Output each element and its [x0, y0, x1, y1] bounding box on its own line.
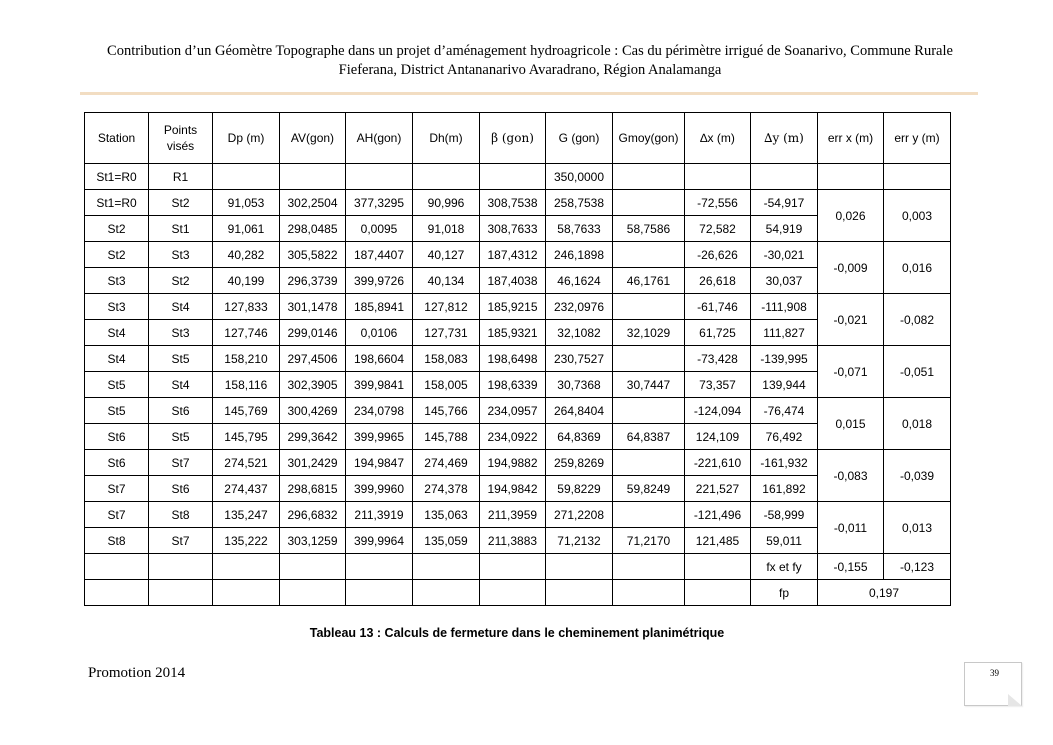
header-divider [80, 92, 978, 95]
cell-errx: -0,011 [818, 502, 884, 554]
cell-av: 302,3905 [280, 372, 346, 398]
cell-errx: -0,021 [818, 294, 884, 346]
cell-av: 305,5822 [280, 242, 346, 268]
cell-empty [685, 554, 751, 580]
cell-av: 300,4269 [280, 398, 346, 424]
cell-dp: 145,769 [213, 398, 280, 424]
cell-dh: 158,005 [413, 372, 480, 398]
cell-av: 299,3642 [280, 424, 346, 450]
table-row-r0 [85, 164, 951, 190]
cell-dp: 135,222 [213, 528, 280, 554]
cell-dx: 124,109 [685, 424, 751, 450]
cell-station: St6 [85, 450, 149, 476]
cell-dh: 127,731 [413, 320, 480, 346]
cell-empty [546, 554, 613, 580]
cell-empty [751, 164, 818, 190]
cell-dy: -111,908 [751, 294, 818, 320]
cell-av: 301,2429 [280, 450, 346, 476]
fp-label: fp [751, 580, 818, 606]
totals-fx: -0,155 [818, 554, 884, 580]
cell-empty [280, 164, 346, 190]
cell-beta: 234,0957 [480, 398, 546, 424]
cell-erry: 0,003 [884, 190, 951, 242]
footer-promotion: Promotion 2014 [88, 665, 186, 681]
cell-beta: 194,9842 [480, 476, 546, 502]
cell-dh: 274,378 [413, 476, 480, 502]
table-row-fp [85, 580, 951, 606]
cell-dy: 111,827 [751, 320, 818, 346]
cell-av: 299,0146 [280, 320, 346, 346]
totals-label: fx et fy [751, 554, 818, 580]
cell-empty [85, 554, 149, 580]
cell-empty [346, 580, 413, 606]
cell-empty [280, 580, 346, 606]
cell-errx: -0,083 [818, 450, 884, 502]
cell-point: St4 [149, 294, 213, 320]
table-row-totals [85, 554, 951, 580]
header-points-vises-1: Points [163, 123, 198, 137]
cell-gmoy [613, 346, 685, 372]
cell-gmoy: 59,8249 [613, 476, 685, 502]
cell-station: St8 [85, 528, 149, 554]
cell-gmoy: 32,1029 [613, 320, 685, 346]
cell-dp: 158,116 [213, 372, 280, 398]
cell-g: 232,0976 [546, 294, 613, 320]
cell-point: St8 [149, 502, 213, 528]
cell-empty [413, 164, 480, 190]
cell-beta: 187,4038 [480, 268, 546, 294]
cell-empty [213, 554, 280, 580]
table-row [85, 398, 951, 424]
page-header [80, 42, 980, 80]
cell-dx: 26,618 [685, 268, 751, 294]
cell-point: St4 [149, 372, 213, 398]
cell-ah: 194,9847 [346, 450, 413, 476]
table-row [85, 190, 951, 216]
cell-dy: 161,892 [751, 476, 818, 502]
cell-beta: 194,9882 [480, 450, 546, 476]
cell-dx: -73,428 [685, 346, 751, 372]
cell-empty [818, 164, 884, 190]
cell-dp: 40,282 [213, 242, 280, 268]
cell-dy: -139,995 [751, 346, 818, 372]
cell-dy: -54,917 [751, 190, 818, 216]
cell-beta: 211,3959 [480, 502, 546, 528]
cell-av: 296,3739 [280, 268, 346, 294]
cell-dx: -124,094 [685, 398, 751, 424]
table-header-row [85, 113, 951, 164]
cell-g: 350,0000 [546, 164, 613, 190]
cell-gmoy [613, 190, 685, 216]
header-av: AV(gon) [280, 113, 346, 164]
cell-dy: 59,011 [751, 528, 818, 554]
cell-dh: 145,788 [413, 424, 480, 450]
cell-g: 46,1624 [546, 268, 613, 294]
cell-ah: 399,9726 [346, 268, 413, 294]
cell-station: St2 [85, 216, 149, 242]
cell-point: St2 [149, 268, 213, 294]
cell-point: St3 [149, 320, 213, 346]
cell-point: St7 [149, 528, 213, 554]
cell-gmoy [613, 398, 685, 424]
cell-ah: 399,9841 [346, 372, 413, 398]
cell-beta: 187,4312 [480, 242, 546, 268]
cell-g: 258,7538 [546, 190, 613, 216]
cell-av: 297,4506 [280, 346, 346, 372]
cell-point: St3 [149, 242, 213, 268]
cell-gmoy: 71,2170 [613, 528, 685, 554]
cell-dh: 158,083 [413, 346, 480, 372]
cell-gmoy [613, 502, 685, 528]
cell-errx: -0,009 [818, 242, 884, 294]
cell-dp: 91,061 [213, 216, 280, 242]
cell-point: St5 [149, 424, 213, 450]
cell-dp: 127,746 [213, 320, 280, 346]
cell-station: St3 [85, 268, 149, 294]
table-row [85, 450, 951, 476]
cell-empty [213, 580, 280, 606]
cell-g: 246,1898 [546, 242, 613, 268]
cell-empty [149, 554, 213, 580]
cell-empty [149, 580, 213, 606]
cell-g: 58,7633 [546, 216, 613, 242]
table-row [85, 294, 951, 320]
cell-empty [884, 164, 951, 190]
cell-station: St7 [85, 476, 149, 502]
cell-point: St2 [149, 190, 213, 216]
cell-beta: 308,7633 [480, 216, 546, 242]
cell-av: 296,6832 [280, 502, 346, 528]
header-dx: ∆x (m) [685, 113, 751, 164]
cell-gmoy: 58,7586 [613, 216, 685, 242]
cell-dx: 72,582 [685, 216, 751, 242]
cell-g: 259,8269 [546, 450, 613, 476]
cell-dy: 76,492 [751, 424, 818, 450]
cell-dy: -30,021 [751, 242, 818, 268]
cell-dy: -76,474 [751, 398, 818, 424]
cell-erry: -0,082 [884, 294, 951, 346]
cell-dh: 40,134 [413, 268, 480, 294]
cell-empty [213, 164, 280, 190]
cell-point: R1 [149, 164, 213, 190]
cell-station: St4 [85, 320, 149, 346]
cell-dp: 127,833 [213, 294, 280, 320]
header-gmoy: Gmoy(gon) [613, 113, 685, 164]
closure-table [84, 112, 951, 606]
cell-gmoy: 30,7447 [613, 372, 685, 398]
cell-station: St2 [85, 242, 149, 268]
cell-dx: -221,610 [685, 450, 751, 476]
cell-erry: 0,016 [884, 242, 951, 294]
cell-beta: 308,7538 [480, 190, 546, 216]
page-curl-decoration [1008, 694, 1022, 706]
table-caption: Tableau 13 : Calculs de fermeture dans le cheminement planimétrique [309, 626, 725, 640]
fp-value: 0,197 [818, 580, 951, 606]
header-erry: err y (m) [884, 113, 951, 164]
cell-dx: 121,485 [685, 528, 751, 554]
cell-g: 271,2208 [546, 502, 613, 528]
table-row [85, 346, 951, 372]
cell-dh: 40,127 [413, 242, 480, 268]
cell-empty [85, 580, 149, 606]
cell-g: 230,7527 [546, 346, 613, 372]
cell-station: St4 [85, 346, 149, 372]
cell-dp: 91,053 [213, 190, 280, 216]
cell-gmoy: 46,1761 [613, 268, 685, 294]
cell-empty [480, 580, 546, 606]
cell-ah: 187,4407 [346, 242, 413, 268]
cell-errx: -0,071 [818, 346, 884, 398]
cell-point: St6 [149, 476, 213, 502]
cell-dx: -61,746 [685, 294, 751, 320]
cell-dx: -26,626 [685, 242, 751, 268]
header-dy: ∆y (m) [751, 113, 818, 164]
cell-empty [346, 554, 413, 580]
cell-point: St1 [149, 216, 213, 242]
cell-empty [685, 580, 751, 606]
cell-ah: 0,0095 [346, 216, 413, 242]
cell-point: St6 [149, 398, 213, 424]
header-dp: Dp (m) [213, 113, 280, 164]
header-g: G (gon) [546, 113, 613, 164]
cell-ah: 234,0798 [346, 398, 413, 424]
cell-dx: 61,725 [685, 320, 751, 346]
cell-empty [280, 554, 346, 580]
cell-point: St5 [149, 346, 213, 372]
cell-av: 303,1259 [280, 528, 346, 554]
cell-g: 264,8404 [546, 398, 613, 424]
cell-av: 298,6815 [280, 476, 346, 502]
cell-empty [346, 164, 413, 190]
table-row [85, 502, 951, 528]
cell-dx: 221,527 [685, 476, 751, 502]
cell-ah: 185,8941 [346, 294, 413, 320]
cell-empty [685, 164, 751, 190]
cell-dp: 40,199 [213, 268, 280, 294]
cell-station: St7 [85, 502, 149, 528]
cell-dx: -121,496 [685, 502, 751, 528]
cell-dh: 274,469 [413, 450, 480, 476]
cell-av: 298,0485 [280, 216, 346, 242]
header-beta: β (gon) [480, 113, 546, 164]
cell-g: 32,1082 [546, 320, 613, 346]
cell-dp: 135,247 [213, 502, 280, 528]
cell-dh: 90,996 [413, 190, 480, 216]
cell-g: 71,2132 [546, 528, 613, 554]
cell-errx: 0,015 [818, 398, 884, 450]
cell-ah: 198,6604 [346, 346, 413, 372]
cell-beta: 185,9215 [480, 294, 546, 320]
header-station: Station [85, 113, 149, 164]
cell-ah: 399,9965 [346, 424, 413, 450]
cell-dh: 91,018 [413, 216, 480, 242]
cell-dy: 30,037 [751, 268, 818, 294]
cell-dp: 274,437 [213, 476, 280, 502]
cell-g: 30,7368 [546, 372, 613, 398]
header-dh: Dh(m) [413, 113, 480, 164]
cell-beta: 234,0922 [480, 424, 546, 450]
cell-av: 301,1478 [280, 294, 346, 320]
header-points-vises [149, 113, 213, 164]
cell-ah: 399,9964 [346, 528, 413, 554]
cell-gmoy: 64,8387 [613, 424, 685, 450]
cell-g: 59,8229 [546, 476, 613, 502]
cell-dy: -161,932 [751, 450, 818, 476]
cell-erry: 0,013 [884, 502, 951, 554]
cell-beta: 198,6498 [480, 346, 546, 372]
cell-point: St7 [149, 450, 213, 476]
cell-station: St5 [85, 398, 149, 424]
cell-ah: 377,3295 [346, 190, 413, 216]
cell-dy: -58,999 [751, 502, 818, 528]
cell-av: 302,2504 [280, 190, 346, 216]
cell-dh: 145,766 [413, 398, 480, 424]
cell-dh: 135,059 [413, 528, 480, 554]
cell-empty [546, 580, 613, 606]
cell-empty [480, 164, 546, 190]
cell-beta: 198,6339 [480, 372, 546, 398]
cell-dp: 145,795 [213, 424, 280, 450]
cell-empty [413, 580, 480, 606]
cell-erry: -0,039 [884, 450, 951, 502]
cell-empty [480, 554, 546, 580]
cell-dx: -72,556 [685, 190, 751, 216]
header-ah: AH(gon) [346, 113, 413, 164]
cell-station: St3 [85, 294, 149, 320]
header-line-1: Contribution d’un Géomètre Topographe dans un projet d’aménagement hydroagricole : Cas du périmètre irrigué de Soanarivo, Commune Rurale [107, 43, 953, 59]
cell-empty [613, 164, 685, 190]
cell-g: 64,8369 [546, 424, 613, 450]
cell-ah: 211,3919 [346, 502, 413, 528]
header-points-vises-2: visés [166, 139, 195, 153]
cell-beta: 185,9321 [480, 320, 546, 346]
page-number: 39 [990, 668, 999, 678]
cell-empty [613, 554, 685, 580]
cell-dh: 135,063 [413, 502, 480, 528]
cell-beta: 211,3883 [480, 528, 546, 554]
cell-station: St6 [85, 424, 149, 450]
cell-gmoy [613, 294, 685, 320]
cell-ah: 399,9960 [346, 476, 413, 502]
header-errx: err x (m) [818, 113, 884, 164]
page-number-box [964, 662, 1022, 706]
cell-ah: 0,0106 [346, 320, 413, 346]
cell-gmoy [613, 450, 685, 476]
cell-station: St1=R0 [85, 190, 149, 216]
cell-gmoy [613, 242, 685, 268]
cell-dp: 158,210 [213, 346, 280, 372]
cell-station: St1=R0 [85, 164, 149, 190]
table-row [85, 242, 951, 268]
cell-dy: 54,919 [751, 216, 818, 242]
cell-empty [413, 554, 480, 580]
cell-dx: 73,357 [685, 372, 751, 398]
cell-station: St5 [85, 372, 149, 398]
cell-dh: 127,812 [413, 294, 480, 320]
cell-erry: 0,018 [884, 398, 951, 450]
cell-dy: 139,944 [751, 372, 818, 398]
cell-dp: 274,521 [213, 450, 280, 476]
cell-erry: -0,051 [884, 346, 951, 398]
totals-fy: -0,123 [884, 554, 951, 580]
cell-errx: 0,026 [818, 190, 884, 242]
header-line-2: Fieferana, District Antananarivo Avaradrano, Région Analamanga [338, 62, 722, 78]
cell-empty [613, 580, 685, 606]
